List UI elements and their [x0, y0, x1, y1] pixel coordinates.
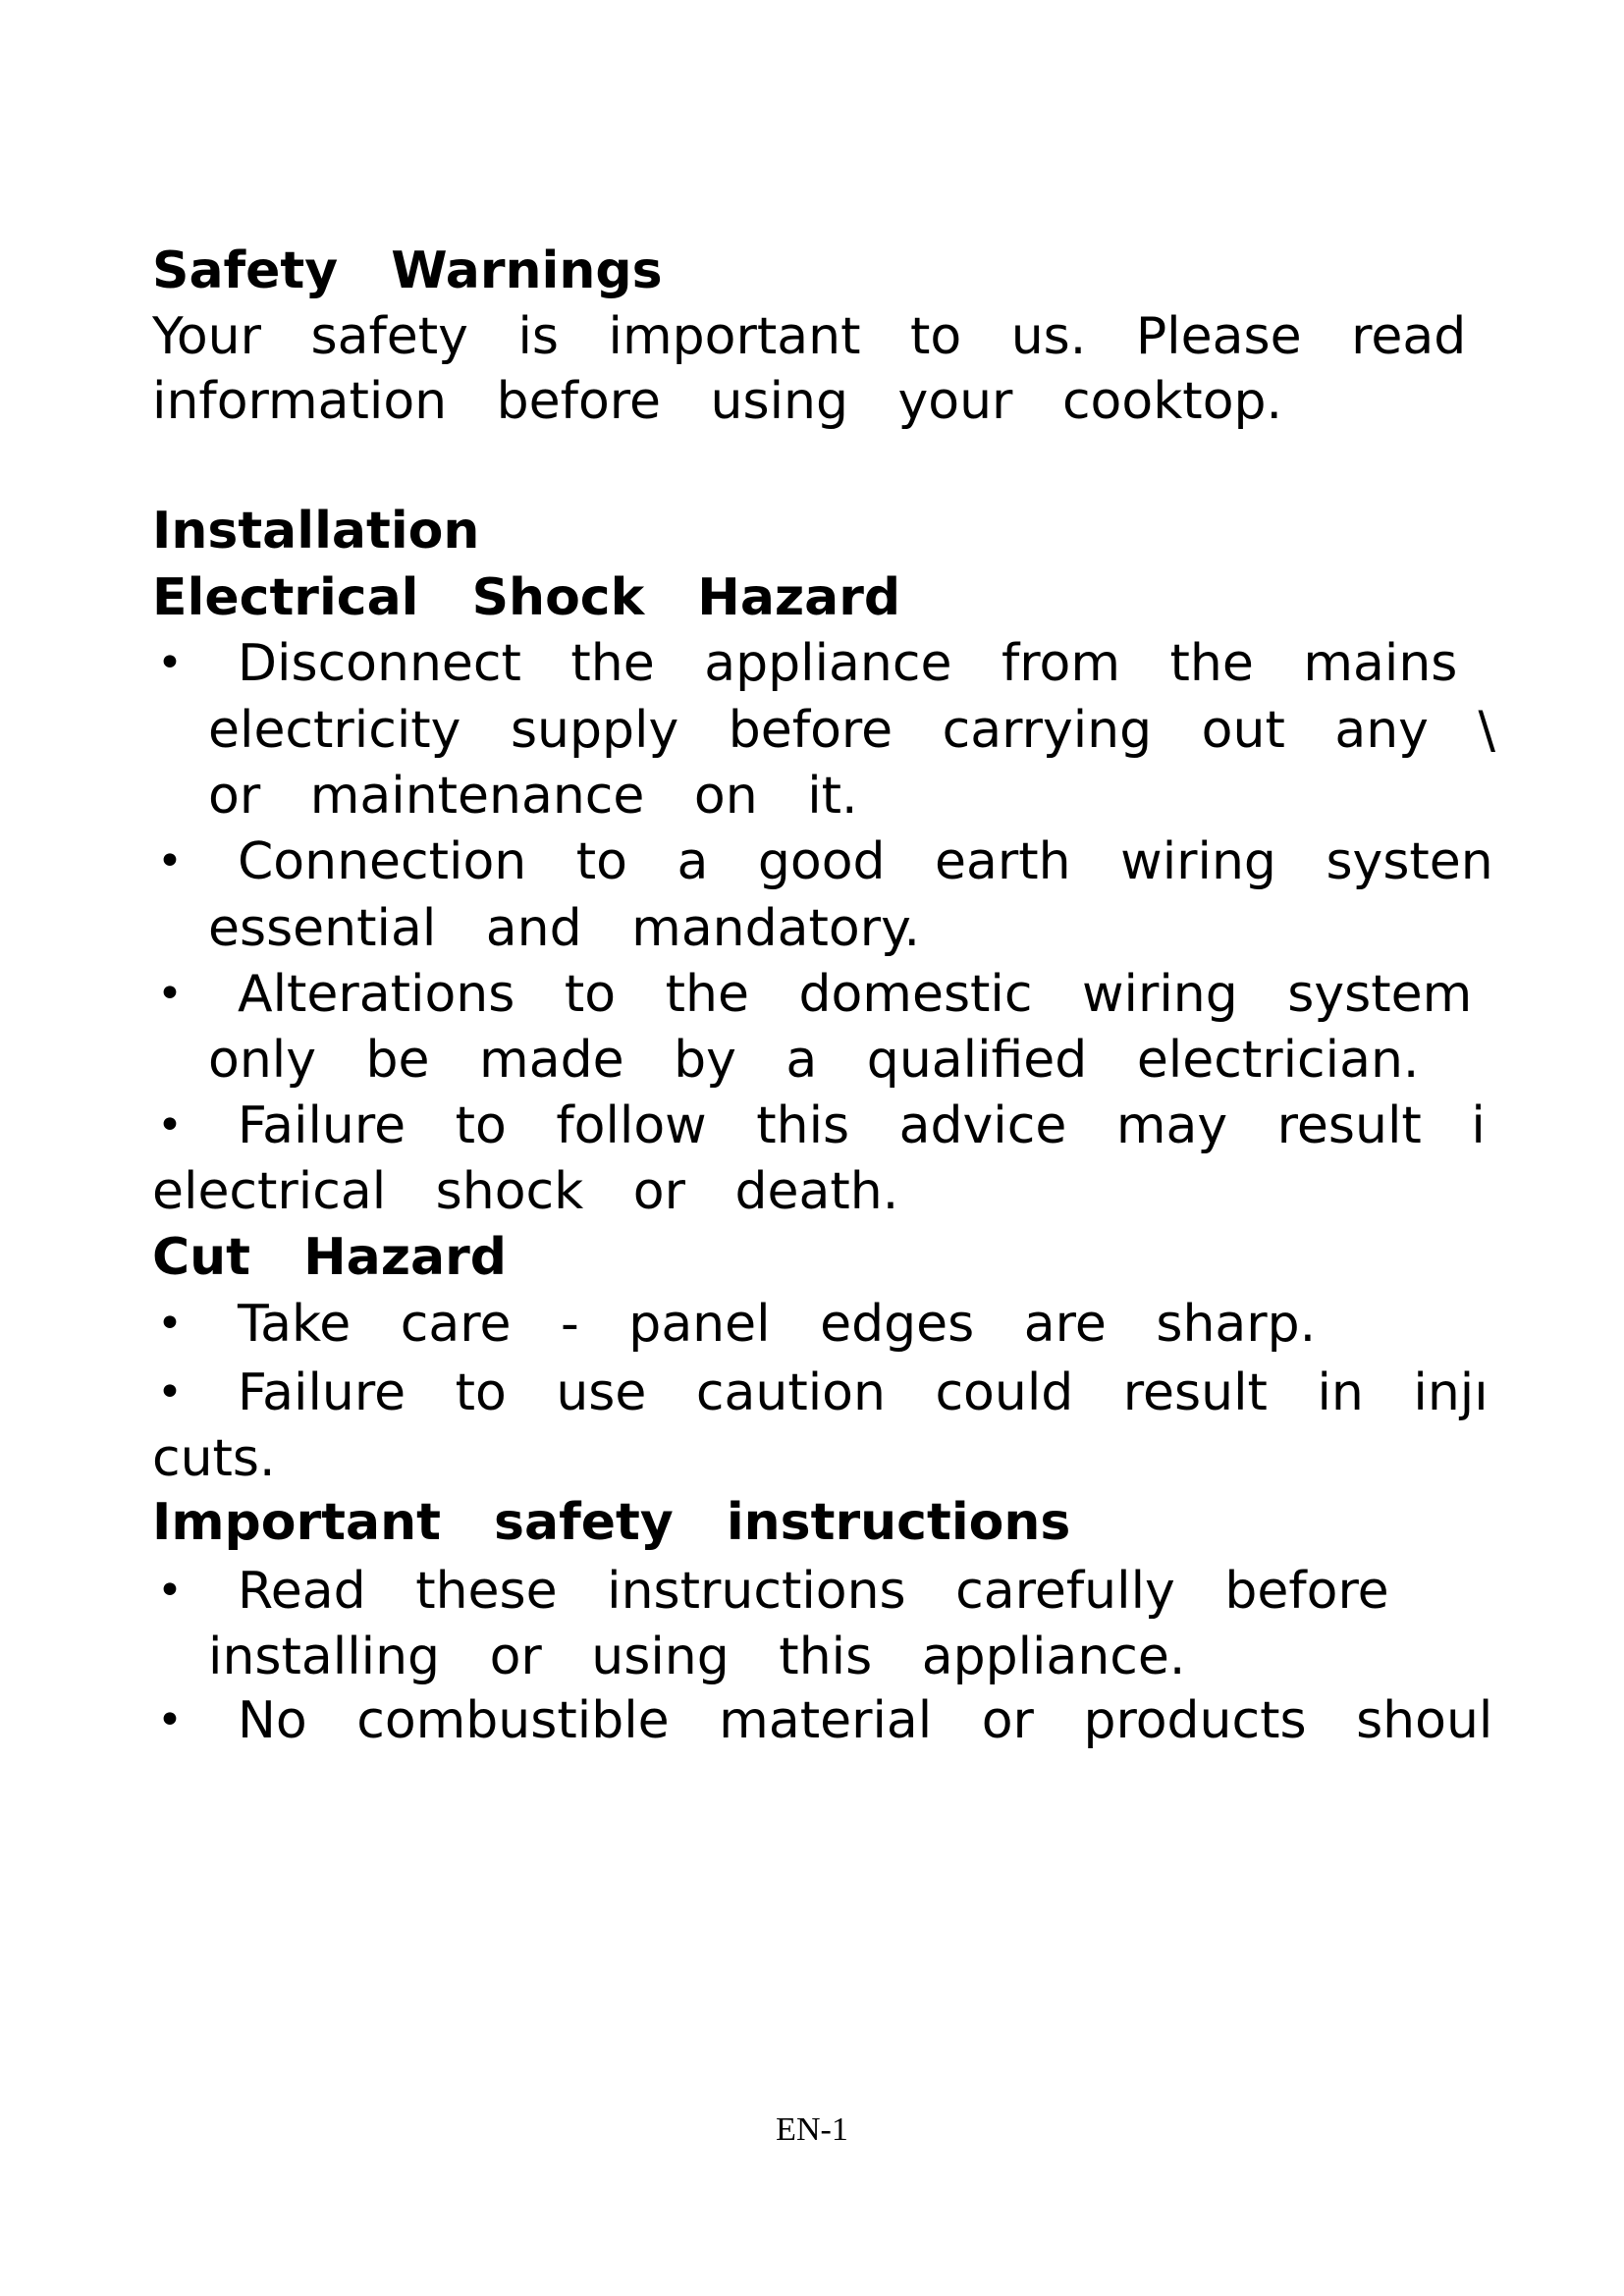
- bullet-icon: •: [157, 1299, 183, 1349]
- list-item-line: No combustible material or products shoul: [238, 1691, 1493, 1750]
- bullet-icon: •: [157, 1367, 183, 1417]
- bullet-icon: •: [157, 969, 183, 1019]
- subheading-electrical-shock-hazard: Electrical Shock Hazard: [152, 568, 901, 627]
- list-item-line: electrical shock or death.: [152, 1162, 899, 1221]
- list-item-line: Failure to follow this advice may result i: [238, 1096, 1486, 1155]
- list-item-line: only be made by a qualified electrician.: [208, 1031, 1420, 1090]
- subheading-important-safety-instructions: Important safety instructions: [152, 1493, 1071, 1552]
- list-item-line: Failure to use caution could result in injı: [238, 1363, 1489, 1422]
- list-item-line: electricity supply before carrying out any \: [208, 701, 1496, 760]
- page-number: EN-1: [776, 2111, 848, 2148]
- bullet-icon: •: [157, 1566, 183, 1616]
- list-item-line: Disconnect the appliance from the mains: [238, 634, 1458, 693]
- bullet-icon: •: [157, 1695, 183, 1745]
- subheading-cut-hazard: Cut Hazard: [152, 1228, 507, 1287]
- list-item-line: essential and mandatory.: [208, 899, 920, 958]
- list-item-line: Connection to a good earth wiring systen: [238, 832, 1493, 891]
- intro-line-1: Your safety is important to us. Please read: [152, 307, 1467, 366]
- page-title: Safety Warnings: [152, 241, 663, 300]
- section-heading-installation: Installation: [152, 502, 480, 561]
- list-item-line: cuts.: [152, 1429, 276, 1488]
- list-item-line: Take care - panel edges are sharp.: [238, 1295, 1317, 1354]
- bullet-icon: •: [157, 836, 183, 886]
- bullet-icon: •: [157, 1100, 183, 1150]
- intro-line-2: information before using your cooktop.: [152, 372, 1283, 431]
- list-item-line: or maintenance on it.: [208, 767, 858, 826]
- bullet-icon: •: [157, 638, 183, 688]
- list-item-line: Alterations to the domestic wiring system: [238, 965, 1473, 1024]
- list-item-line: installing or using this appliance.: [208, 1628, 1186, 1686]
- list-item-line: Read these instructions carefully before: [238, 1562, 1389, 1621]
